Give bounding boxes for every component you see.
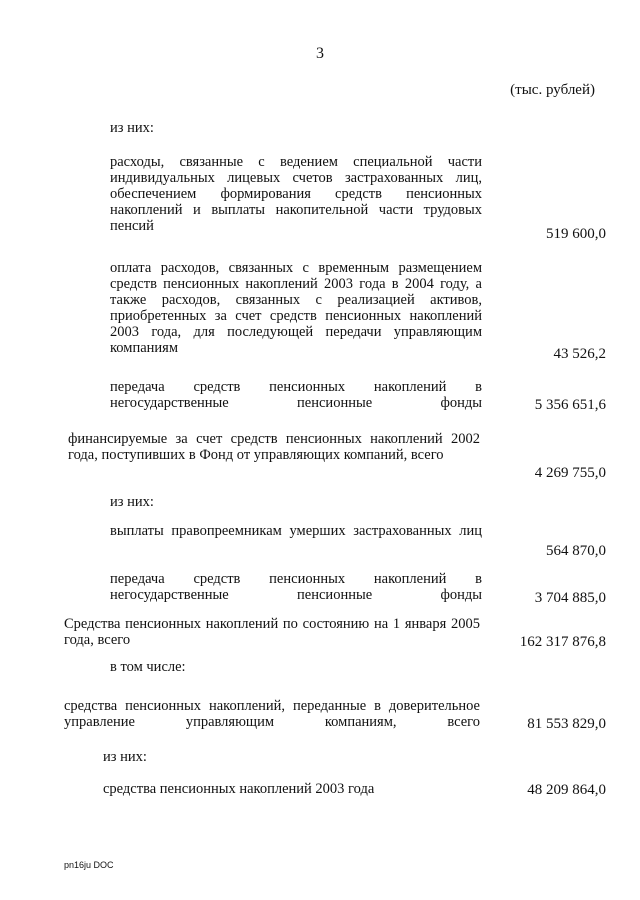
item-maintenance-costs — [110, 154, 482, 234]
item-description: передача средств пенсионных накоплений в негосударственные пенсионные фонды — [110, 571, 482, 603]
item-amount: 5 356 651,6 — [534, 397, 606, 413]
item-amount: 43 526,2 — [553, 346, 606, 362]
subheading-of-which: из них: — [110, 120, 154, 136]
item-amount: 564 870,0 — [546, 543, 606, 559]
item-amount: 48 209 864,0 — [527, 782, 606, 798]
item-description: финансируемые за счет средств пенсионных накоплений 2002 года, поступивших в Фонд от управляющих компаний, всего — [68, 431, 480, 463]
item-placement-costs — [110, 260, 482, 356]
subheading-of-which: из них: — [103, 749, 147, 765]
item-balance-2005 — [64, 616, 480, 648]
item-description: оплата расходов, связанных с временным размещением средств пенсионных накоплений 2003 года в 2004 году, а также расходов, связанных с реализацией активов, приобретенных за счет средств пенсионных накоплений 2003 года, для последующей передачи управляющим компаниям — [110, 260, 482, 356]
item-amount: 162 317 876,8 — [519, 634, 606, 650]
item-transfer-npf-2 — [110, 571, 482, 603]
item-amount: 4 269 755,0 — [534, 465, 606, 481]
item-description: расходы, связанные с ведением специальной части индивидуальных лицевых счетов застрахованных лиц, обеспечением формирования средств пенсионных накоплений и выплаты накопительной части трудовых пенсий — [110, 154, 482, 234]
subheading-including: в том числе: — [110, 659, 186, 675]
item-description: средства пенсионных накоплений 2003 года — [103, 781, 375, 797]
item-description: средства пенсионных накоплений, переданные в доверительное управление управляющим компаниям, всего — [64, 698, 480, 730]
item-transfer-npf — [110, 379, 482, 411]
item-amount: 3 704 885,0 — [534, 590, 606, 606]
unit-note: (тыс. рублей) — [510, 82, 595, 98]
item-amount: 519 600,0 — [546, 226, 606, 242]
subheading-of-which: из них: — [110, 494, 154, 510]
item-description: передача средств пенсионных накоплений в негосударственные пенсионные фонды — [110, 379, 482, 411]
footer-file-code: pn16ju DOC — [64, 860, 114, 870]
item-successor-payments — [110, 523, 482, 539]
item-trust-management — [64, 698, 480, 730]
item-amount: 81 553 829,0 — [527, 716, 606, 732]
item-funded-2002 — [68, 431, 480, 463]
item-description: Средства пенсионных накоплений по состоянию на 1 января 2005 года, всего — [64, 616, 480, 648]
item-funds-2003 — [103, 781, 483, 797]
page-number: 3 — [316, 45, 324, 62]
item-description: выплаты правопреемникам умерших застрахованных лиц — [110, 523, 482, 539]
